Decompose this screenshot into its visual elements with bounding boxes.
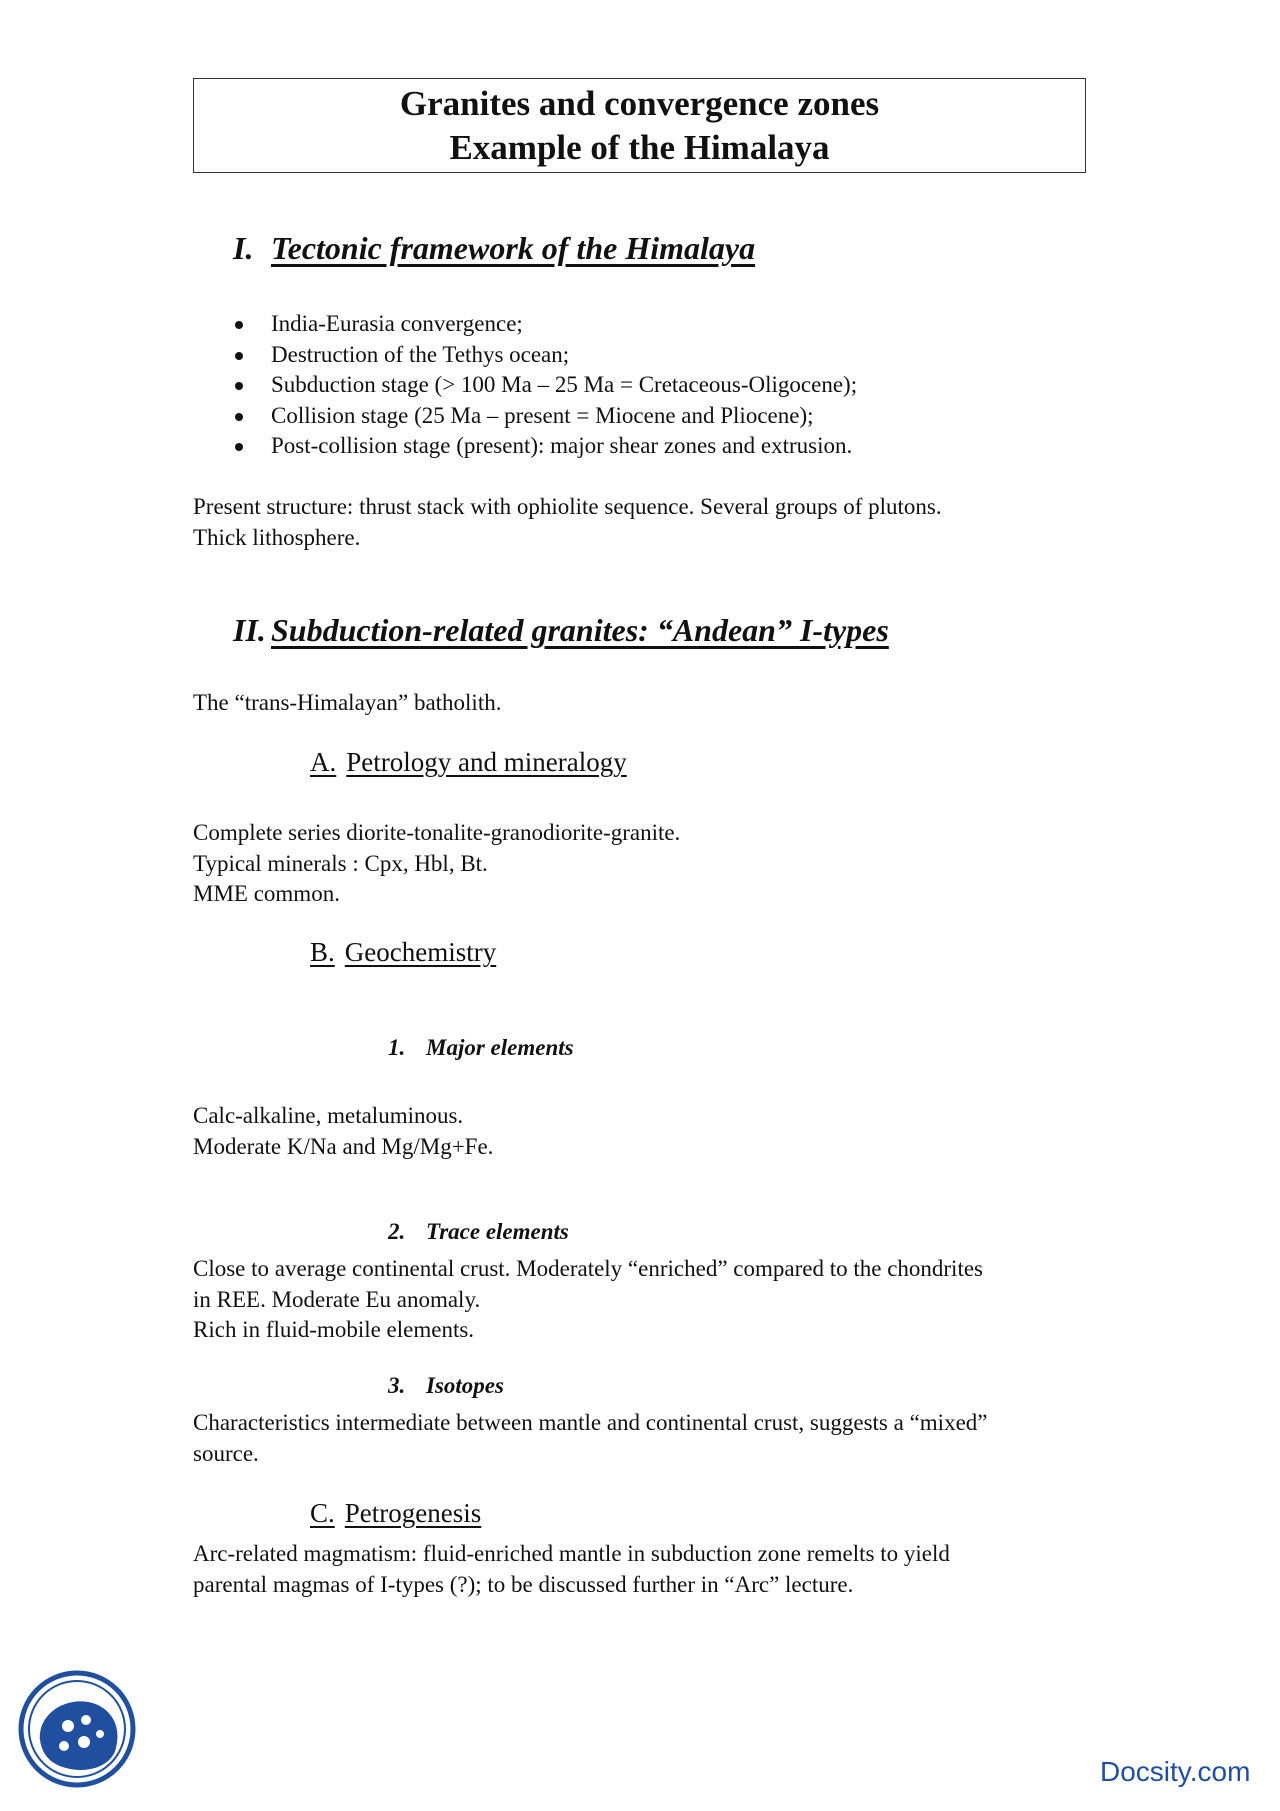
section-1-paragraph — [193, 492, 942, 553]
item-title: Trace elements — [426, 1219, 569, 1244]
bullet-item: Post-collision stage (present): major shear zones and extrusion. — [233, 431, 857, 462]
item-title: Major elements — [426, 1035, 574, 1060]
item-number: 2. — [388, 1219, 406, 1244]
section-2-number: II. — [233, 612, 266, 648]
subsection-a-title: Petrology and mineralogy — [346, 747, 627, 777]
title-line-2: Example of the Himalaya — [449, 128, 830, 167]
bullet-item: Subduction stage (> 100 Ma – 25 Ma = Cretaceous-Oligocene); — [233, 370, 857, 401]
subsection-c-letter: C. — [310, 1498, 335, 1528]
paragraph-line: Present structure: thrust stack with ophiolite sequence. Several groups of plutons. — [193, 494, 942, 519]
item-number: 1. — [388, 1035, 406, 1060]
paragraph-line: Calc-alkaline, metaluminous. — [193, 1103, 464, 1128]
paragraph-line: in REE. Moderate Eu anomaly. — [193, 1286, 481, 1312]
trace-elements-body — [193, 1254, 983, 1346]
item-number: 3. — [388, 1373, 406, 1398]
isotopes-body — [193, 1408, 988, 1469]
subsection-a-heading — [310, 747, 627, 778]
subsection-a-body — [193, 818, 680, 910]
isotopes-heading — [388, 1373, 504, 1399]
subsection-c-heading — [310, 1498, 481, 1529]
section-1-heading — [233, 230, 755, 267]
section-1-title: Tectonic framework of the Himalaya — [271, 230, 756, 266]
paragraph-line: parental magmas of I-types (?); to be discussed further in “Arc” lecture. — [193, 1571, 854, 1597]
subsection-c-title: Petrogenesis — [344, 1498, 482, 1528]
paragraph-line: Typical minerals : Cpx, Hbl, Bt. — [193, 850, 488, 876]
paragraph-line: Close to average continental crust. Moderately “enriched” compared to the chondrites — [193, 1256, 983, 1281]
section-2-intro: The “trans-Himalayan” batholith. — [193, 690, 502, 715]
paragraph-line: Complete series diorite-tonalite-granodiorite-granite. — [193, 820, 681, 845]
subsection-c-body — [193, 1539, 950, 1600]
section-1-bullet-list — [233, 309, 857, 462]
docsity-brand-link[interactable]: Docsity.com — [1100, 1756, 1251, 1787]
section-1-number: I. — [233, 230, 254, 266]
subsection-a-letter: A. — [310, 747, 337, 777]
trace-elements-heading — [388, 1219, 569, 1245]
paragraph-line: Thick lithosphere. — [193, 524, 361, 550]
subsection-b-title: Geochemistry — [344, 937, 497, 967]
title-line-1: Granites and convergence zones — [399, 84, 880, 123]
major-elements-heading — [388, 1035, 574, 1061]
bullet-item: Collision stage (25 Ma – present = Miocene and Pliocene); — [233, 401, 857, 432]
docsity-logo-icon[interactable] — [18, 1670, 136, 1788]
paragraph-line: Rich in fluid-mobile elements. — [193, 1317, 475, 1342]
title-box — [193, 78, 1086, 173]
bullet-item: India-Eurasia convergence; — [233, 309, 857, 340]
section-2-title: Subduction-related granites: “Andean” I-types — [271, 612, 889, 648]
item-title: Isotopes — [426, 1373, 504, 1398]
paragraph-line: source. — [193, 1440, 259, 1466]
paragraph-line: Arc-related magmatism: fluid-enriched mantle in subduction zone remelts to yield — [193, 1541, 950, 1566]
section-2-heading — [233, 612, 889, 649]
bullet-item: Destruction of the Tethys ocean; — [233, 340, 857, 371]
paragraph-line: MME common. — [193, 881, 340, 906]
paragraph-line: Moderate K/Na and Mg/Mg+Fe. — [193, 1133, 494, 1159]
major-elements-body — [193, 1101, 493, 1162]
subsection-b-heading — [310, 937, 496, 968]
paragraph-line: Characteristics intermediate between mantle and continental crust, suggests a “mixed” — [193, 1410, 988, 1435]
subsection-b-letter: B. — [310, 937, 335, 967]
